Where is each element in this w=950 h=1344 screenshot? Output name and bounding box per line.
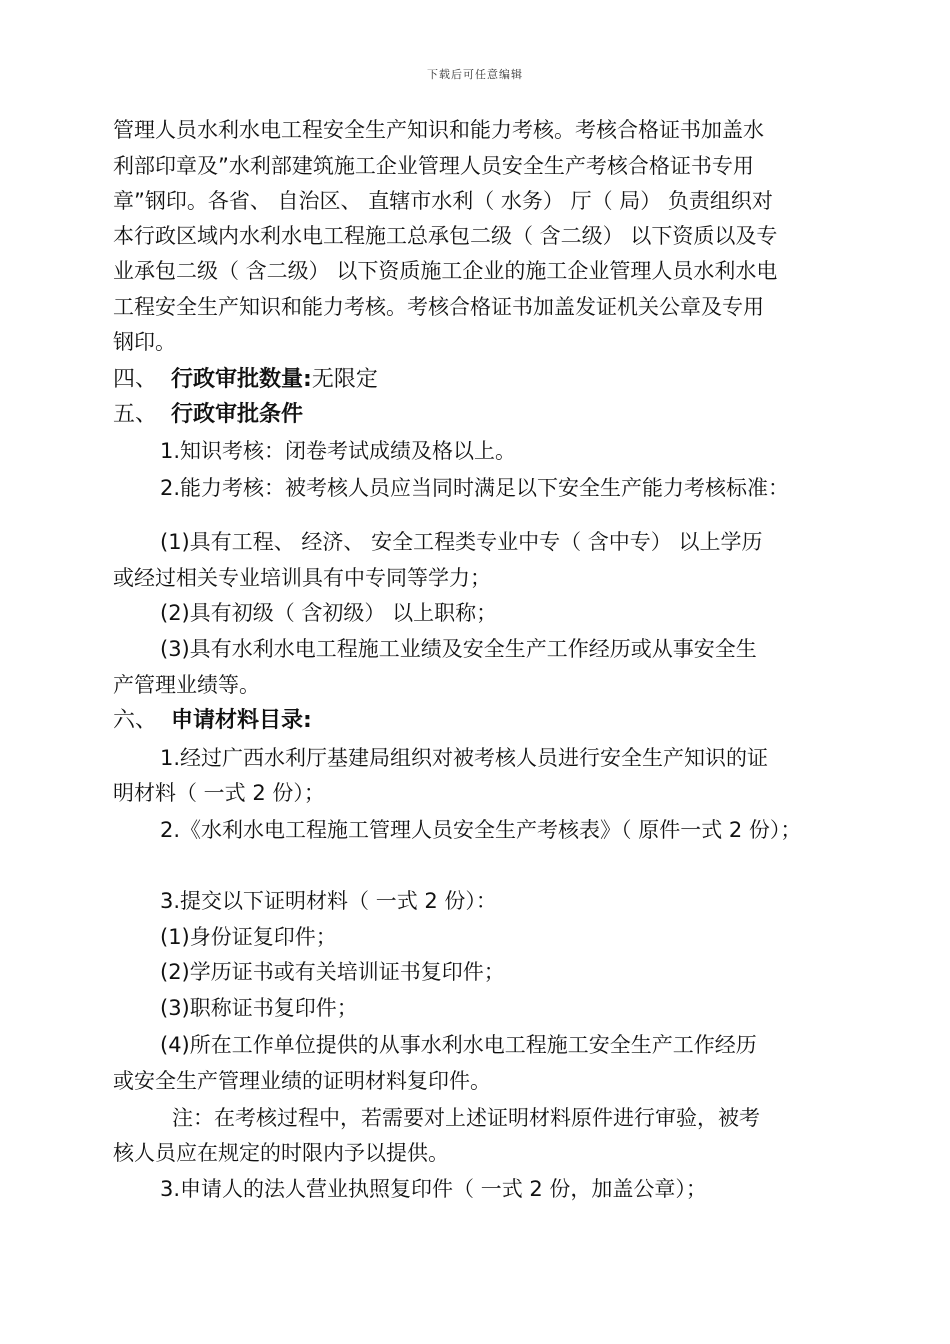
body-line: 钢印。 bbox=[113, 330, 176, 354]
list-item: 3.提交以下证明材料（ 一式 2 份）： bbox=[160, 889, 497, 913]
note-line: 注：在考核过程中，若需要对上述证明材料原件进行审验，被考 bbox=[172, 1106, 760, 1130]
section-4-heading bbox=[113, 366, 378, 394]
list-item: 3.申请人的法人营业执照复印件（ 一式 2 份，加盖公章）； bbox=[160, 1177, 707, 1201]
list-item: 2.能力考核：被考核人员应当同时满足以下安全生产能力考核标准： bbox=[160, 476, 790, 500]
body-line: 章”钢印。各省、 自治区、 直辖市水利（ 水务） 厅（ 局） 负责组织对 bbox=[113, 189, 773, 213]
section-title: 申请材料目录: bbox=[171, 708, 312, 733]
section-number: 四、 bbox=[113, 367, 158, 392]
list-item: 或安全生产管理业绩的证明材料复印件。 bbox=[113, 1069, 491, 1093]
body-line: 利部印章及”水利部建筑施工企业管理人员安全生产考核合格证书专用 bbox=[113, 154, 754, 178]
list-item: (1)身份证复印件； bbox=[160, 925, 337, 949]
page-header: 下载后可任意编辑 bbox=[427, 68, 523, 81]
note-line: 核人员应在规定的时限内予以提供。 bbox=[113, 1141, 449, 1165]
list-item: (2)具有初级（ 含初级） 以上职称； bbox=[160, 601, 498, 625]
section-title: 行政审批条件 bbox=[171, 402, 304, 427]
section-5-heading bbox=[113, 401, 303, 429]
list-item: 或经过相关专业培训具有中专同等学力； bbox=[113, 566, 491, 590]
section-6-heading bbox=[113, 707, 312, 735]
list-item: (3)具有水利水电工程施工业绩及安全生产工作经历或从事安全生 bbox=[160, 637, 757, 661]
body-line: 业承包二级（ 含二级） 以下资质施工企业的施工企业管理人员水利水电 bbox=[113, 259, 778, 283]
section-value: 无限定 bbox=[311, 367, 378, 392]
section-number: 五、 bbox=[113, 402, 158, 427]
list-item: (4)所在工作单位提供的从事水利水电工程施工安全生产工作经历 bbox=[160, 1033, 757, 1057]
list-item: 1.经过广西水利厅基建局组织对被考核人员进行安全生产知识的证 bbox=[160, 746, 769, 770]
body-line: 管理人员水利水电工程安全生产知识和能力考核。考核合格证书加盖水 bbox=[113, 118, 764, 142]
list-item: 明材料（ 一式 2 份）； bbox=[113, 781, 325, 805]
list-item: (2)学历证书或有关培训证书复印件； bbox=[160, 960, 505, 984]
list-item: (3)职称证书复印件； bbox=[160, 996, 358, 1020]
list-item: 2.《水利水电工程施工管理人员安全生产考核表》（ 原件一式 2 份）； bbox=[160, 818, 802, 842]
section-number: 六、 bbox=[113, 708, 158, 733]
list-item: (1)具有工程、 经济、 安全工程类专业中专（ 含中专） 以上学历 bbox=[160, 530, 763, 554]
body-line: 工程安全生产知识和能力考核。考核合格证书加盖发证机关公章及专用 bbox=[113, 295, 764, 319]
list-item: 1.知识考核：闭卷考试成绩及格以上。 bbox=[160, 439, 517, 463]
body-line: 本行政区域内水利水电工程施工总承包二级（ 含二级） 以下资质以及专 bbox=[113, 224, 778, 248]
section-title: 行政审批数量: bbox=[171, 367, 312, 392]
list-item: 产管理业绩等。 bbox=[113, 673, 260, 697]
